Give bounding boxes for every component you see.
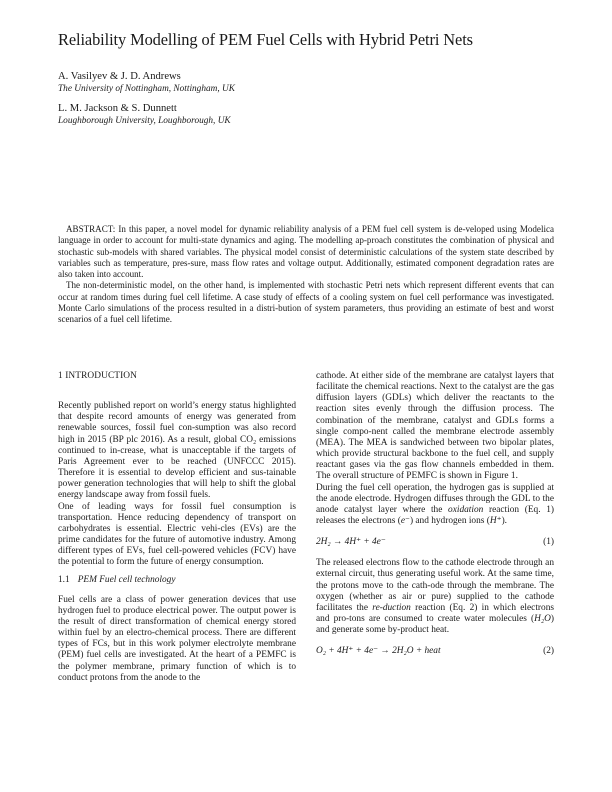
left-column	[58, 371, 296, 684]
intro-paragraph-2: One of leading ways for fossil fuel consumption is transportation. Hence reducing dependency of transport on carbohydrates is essential. Electric vehi-cles (EVs) are the prime candidates for the future of automotive industry. Among different types of EVs, fuel cell-powered vehicles (FCV) have the potential to form the future of energy consumption.	[58, 501, 296, 568]
text-run: During the fuel cell operation, the hydrogen gas is supplied at the anode electrode. Hydrogen diffuses through the GDL to the anode catalyst layer where the	[316, 482, 554, 515]
hydrogen-ion-symbol: H⁺	[489, 516, 502, 527]
equation-2-body: O₂ + 4H⁺ + 4e⁻ → 2H₂O + heat	[316, 646, 441, 657]
affiliation-1: The University of Nottingham, Nottingham, UK	[58, 84, 235, 94]
intro-paragraph-1: Recently published report on world’s energy status highlighted that despite record amounts of energy was generated from renewable sources, fossil fuel con-sumption was also record high in 2015 (BP plc 2016). As a result, global CO₂ emissions continued to in-crease, what is unacceptable if the targets of Paris Agreement ever to be reached (UNFCCC 2015). Therefore it is essential to develop efficient and sus-tainable power generation technologies that will help to shift the global energy landscape away from fossil fuels.	[58, 401, 296, 501]
text-run: ) and hydrogen ions (	[409, 516, 490, 527]
text-run: reaction (Eq. 2) in which electrons and pro-tons are consumed to create water molecules (	[316, 602, 555, 624]
abstract	[58, 224, 554, 325]
author-group-1: A. Vasilyev & J. D. Andrews	[58, 71, 181, 82]
subsection-heading	[58, 575, 296, 586]
right-column	[316, 371, 554, 667]
equation-1-number: (1)	[543, 537, 554, 548]
equation-1-body: 2H₂ → 4H⁺ + 4e⁻	[316, 537, 386, 548]
affiliation-2: Loughborough University, Loughborough, UK	[58, 116, 231, 126]
anode-paragraph	[316, 483, 554, 528]
reduction-term: re-duction	[372, 602, 411, 613]
equation-2	[316, 646, 554, 657]
cathode-paragraph	[316, 558, 554, 636]
paper-title: Reliability Modelling of PEM Fuel Cells with Hybrid Petri Nets	[58, 30, 473, 49]
membrane-paragraph: cathode. At either side of the membrane are catalyst layers that facilitate the chemical reactions. Next to the catalyst are the gas diffusion layers (GDLs) which deliver the reactants to the reaction sites evenly through the diffusion process. The combination of the membrane, catalyst and GDLs forms a single compo-nent called the membrane electrode assembly (MEA). The MEA is sandwiched between two bipolar plates, which provide structural backbone to the fuel cell, and supply reactant gases via the gas flow channels embedded in them. The overall structure of PEMFC is shown in Figure 1.	[316, 371, 554, 482]
equation-1	[316, 537, 554, 548]
abstract-paragraph-2: The non-deterministic model, on the other hand, is implemented with stochastic Petri nets which represent different events that can occur at random times during fuel cell lifetime. A case study of effects of a cooling system on fuel cell performance was investigated. Monte Carlo simulations of the process resulted in a distri-bution of system parameters, thus providing an estimate of best and worst scenarios of a fuel cell lifetime.	[58, 280, 554, 324]
abstract-paragraph-1: ABSTRACT: In this paper, a novel model for dynamic reliability analysis of a PEM fuel cell system is de-veloped using Modelica language in order to account for multi-state dynamics and aging. The modelling ap-proach constitutes the combination of physical and stochastic sub-models with shared variables. The physical model consist of deterministic calculations of the system state described by variables such as temperature, pres-sure, mass flow rates and voltage output. Additionally, estimated component degradation rates are also taken into account.	[58, 224, 554, 279]
electron-symbol: e⁻	[400, 516, 410, 527]
text-run: ) and generate some by-product heat.	[316, 613, 554, 636]
oxidation-term: oxidation	[448, 504, 484, 515]
text-run: The released electrons flow to the cathode electrode through an external circuit, thus generating useful work. At the same time, the protons move to the cath-ode through the membrane. The oxygen (whether as air or pure) supplied to the cathode facilitates the	[316, 558, 554, 613]
text-run: reaction (Eq. 1) releases the electrons (	[316, 504, 554, 527]
subsection-number: 1.1	[58, 574, 70, 585]
equation-2-number: (2)	[543, 646, 554, 657]
fuel-cell-paragraph: Fuel cells are a class of power generation devices that use hydrogen fuel to produce electrical power. The output power is the result of direct transformation of chemical energy stored within fuel by an electro-chemical process. There are different types of FCs, but in this work polymer electrolyte membrane (PEM) fuel cells are investigated. At the heart of a PEMFC is the polymer membrane, primary function of which is to conduct protons from the anode to the	[58, 594, 296, 683]
water-symbol: H₂O	[534, 613, 551, 624]
section-heading-introduction: 1 INTRODUCTION	[58, 371, 137, 381]
text-run: ).	[501, 516, 508, 527]
author-group-2: L. M. Jackson & S. Dunnett	[58, 103, 177, 114]
subsection-title: PEM Fuel cell technology	[77, 574, 176, 585]
